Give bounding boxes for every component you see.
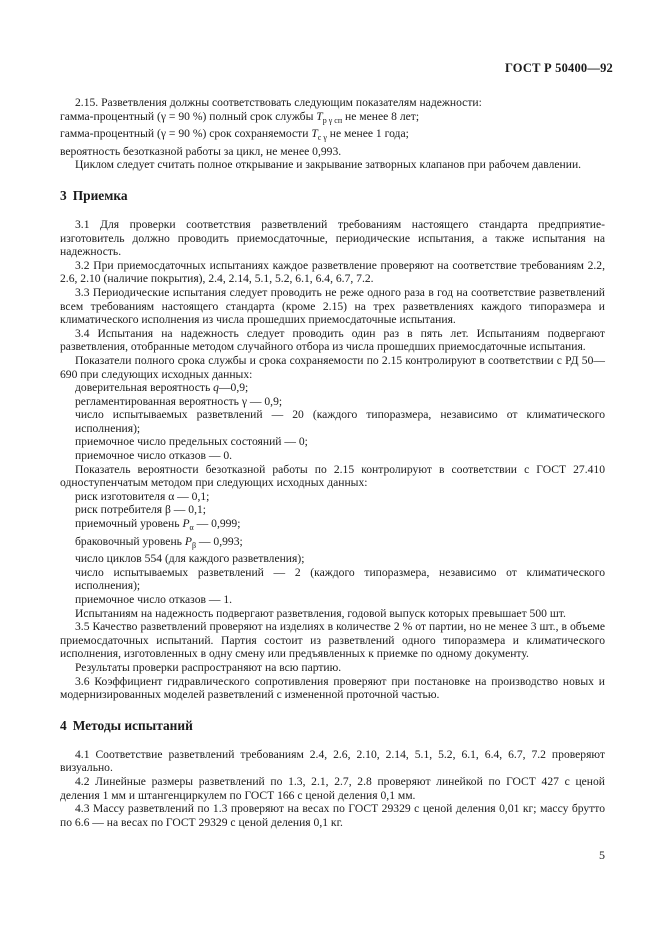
paragraph-service-life: гамма-процентный (γ = 90 %) полный срок службы $T_{р \gamma сп}$ не менее 8 лет; [60,109,420,125]
list-item-manufacturer-risk: риск изготовителя α — 0,1; [75,489,210,503]
list-item-failures: приемочное число отказов — 0. [75,449,233,463]
paragraph-4-1: 4.1 Соответствие разветвлений требованиям 2.4, 2.6, 2.10, 2.14, 5.1, 5.2, 6.1, 6.4, 6.7, 7.2 проверяют визуально. [60,747,605,775]
section-title-acceptance: 3 Приемка [60,187,128,203]
list-item-limit-states: приемочное число предельных состояний — 0; [75,435,308,449]
document-header: ГОСТ Р 50400—92 [504,61,613,75]
paragraph-reliability-control: Показатель вероятности безотказной работы по 2.15 контролируют в соответствии с ГОСТ 27.410 одноступенчатым методом при следующих исходных данных: [60,462,605,490]
list-item-confidence: доверительная вероятность q—0,9; [75,381,249,395]
list-item-regulated-probability: регламентированная вероятность γ — 0,9; [75,394,283,408]
list-item-tested-count: число испытываемых разветвлений — 20 (каждого типоразмера, независимо от климатического исполнения); [75,408,605,435]
paragraph-failure-probability: вероятность безотказной работы за цикл, не менее 0,993. [60,144,342,158]
paragraph-results: Результаты проверки распространяют на всю партию. [75,660,342,674]
paragraph-cycle-definition: Циклом следует считать полное открывание и закрывание затворных клапанов при рабочем давлении. [75,158,582,172]
paragraph-3-2: 3.2 При приемосдаточных испытаниях каждое разветвление проверяют на соответствие требованиям 2.2, 2.6, 2.10 (наличие покрытия), 2.4, 2.14, 5.1, 5.2, 6.1, 6.4, 6.7, 7.2. [60,258,605,286]
paragraph-3-5: 3.5 Качество разветвлений проверяют на изделиях в количестве 2 % от партии, но не менее 3 шт., в объеме приемосдаточных испытаний. Партия состоит из разветвлений одного типоразмера и климатического исполнения, изготовленных в одну смену или предъявленных к приемке по одному документу. [60,620,605,661]
list-item-tested-count-2: число испытываемых разветвлений — 2 (каждого типоразмера, независимо от климатического исполнения); [75,565,605,593]
section-title-test-methods: 4 Методы испытаний [60,717,193,733]
page-number: 5 [599,848,605,862]
paragraph-4-2: 4.2 Линейные размеры разветвлений по 1.3, 2.1, 2.7, 2.8 проверяют линейкой по ГОСТ 427 с ценой деления 1 мм и штангенциркулем по ГОСТ 166 с ценой деления 0,1 мм. [60,774,605,802]
paragraph-service-life-control: Показатели полного срока службы и срока сохраняемости по 2.15 контролируют в соответствии с РД 50—690 при следующих исходных данных: [60,353,605,381]
list-item-failures-2: приемочное число отказов — 1. [75,593,233,606]
paragraph-2-15: 2.15. Разветвления должны соответствовать следующим показателям надежности: [75,96,482,109]
paragraph-3-3: 3.3 Периодические испытания следует проводить не реже одного раза в год на соответствие разветвлений всем требованиям настоящего стандарта (кроме 2.15) на трех разветвлениях каждого типоразмера и климатического исполнения из числа прошедших приемосдаточные испытания. [60,285,605,327]
page-content [60,96,605,829]
paragraph-annual-output: Испытаниям на надежность подвергают разветвления, годовой выпуск которых превышает 500 шт. [75,606,566,620]
list-item-cycles: число циклов 554 (для каждого разветвления); [75,552,305,566]
paragraph-4-3: 4.3 Массу разветвлений по 1.3 проверяют на весах по ГОСТ 29329 с ценой деления 0,01 кг; массу брутто по 6.6 — на весах по ГОСТ 29329 с ценой деления 0,1 кг. [60,802,605,829]
paragraph-3-6: 3.6 Коэффициент гидравлического сопротивления проверяют при постановке на производство новых и модернизированных моделей разветвлений с измененной проточной частью. [60,674,605,702]
paragraph-storage-life: гамма-процентный (γ = 90 %) срок сохраняемости $T_{с \gamma}$ не менее 1 года; [60,127,409,143]
list-item-consumer-risk: риск потребителя β — 0,1; [75,503,207,517]
paragraph-3-4: 3.4 Испытания на надежность следует проводить один раз в пять лет. Испытаниям подвергают разветвления, отобранные методом случайного отбора из числа прошедших приемосдаточные испытания. [60,326,605,354]
list-item-acceptance-level: приемочный уровень $P_\alpha$ — 0,999; [75,517,241,533]
list-item-rejection-level: браковочный уровень $P_\beta$ — 0,993; [75,534,243,550]
paragraph-3-1: 3.1 Для проверки соответствия разветвлений требованиям настоящего стандарта предприятие-изготовитель должно проводить приемосдаточные, периодические испытания, а также испытания на надежность. [60,217,605,259]
